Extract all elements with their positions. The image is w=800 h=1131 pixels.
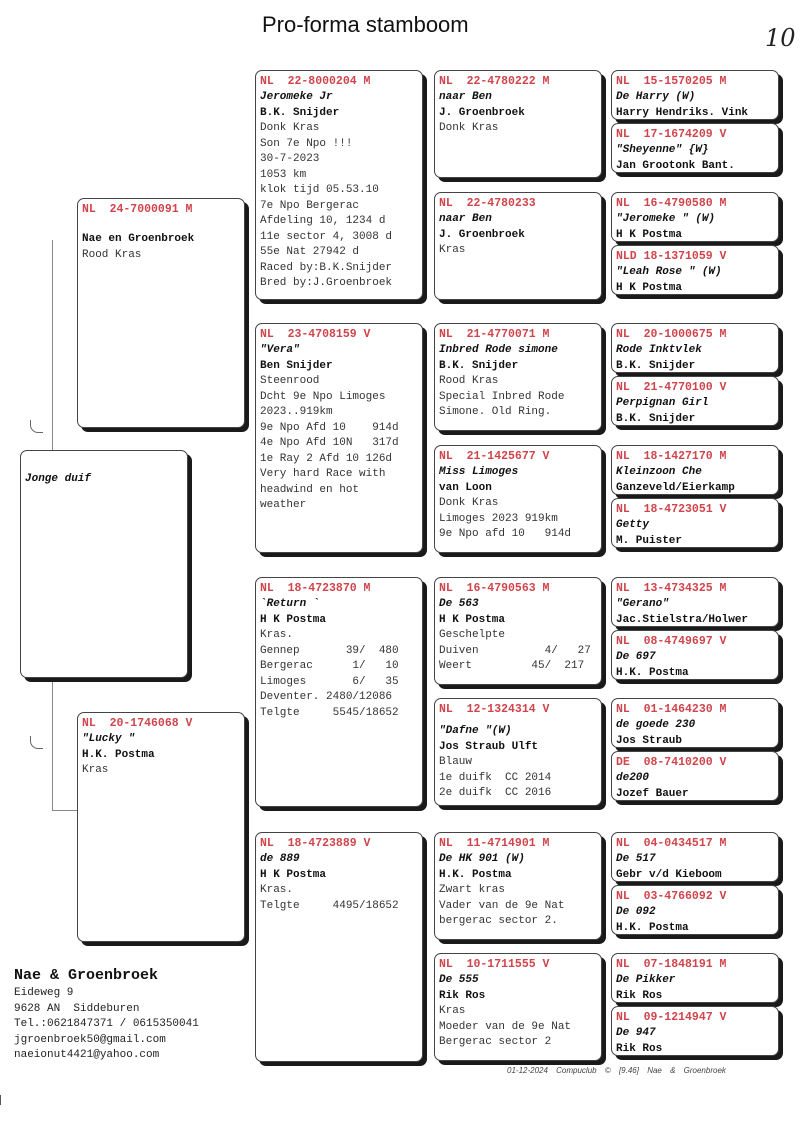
gen3-ring: NL 21-1425677 V xyxy=(439,450,550,463)
gen2-info: 1e Ray 2 Afd 10 126d xyxy=(260,452,393,465)
gen2-name: Jeromeke Jr xyxy=(260,91,333,103)
gen4-card-3[interactable] xyxy=(611,245,779,295)
footer-text: 01-12-2024 Compuclub © [9.46] Nae & Groenbroek xyxy=(507,1066,726,1075)
gen3-name: Inbred Rode simone xyxy=(439,344,558,356)
gen2-info: 1053 km xyxy=(260,168,307,181)
gen2-info: weather xyxy=(260,499,307,511)
father-color: Rood Kras xyxy=(82,248,142,261)
gen4-owner: Harry Hendriks. Vink xyxy=(616,106,749,119)
gen2-info: 9e Npo Afd 10 914d xyxy=(260,421,399,434)
gen3-name: naar Ben xyxy=(439,213,492,225)
gen4-owner: Jan Grootonk Bant. xyxy=(616,159,735,172)
gen3-ring: NL 11-4714901 M xyxy=(439,837,550,850)
gen3-info: 2e duifk CC 2016 xyxy=(439,787,552,799)
gen3-info: Limoges 2023 919km xyxy=(439,512,558,525)
gen4-ring: NL 13-4734325 M xyxy=(616,582,727,595)
gen4-owner: H K Postma xyxy=(616,228,683,241)
gen2-owner: H K Postma xyxy=(260,868,327,881)
father-card[interactable] xyxy=(77,198,245,428)
breeder-info xyxy=(14,966,199,1064)
gen4-owner: Gebr v/d Kieboom xyxy=(616,868,722,881)
gen3-info: Geschelpte xyxy=(439,629,506,641)
gen3-name: "Dafne "(W) xyxy=(439,725,512,737)
mother-owner: H.K. Postma xyxy=(82,748,155,761)
gen4-ring: NL 09-1214947 V xyxy=(616,1011,727,1024)
gen3-ring: NL 22-4780233 xyxy=(439,197,536,210)
gen4-owner: H.K. Postma xyxy=(616,921,689,934)
gen4-name: De 092 xyxy=(616,906,656,918)
gen4-card-9[interactable] xyxy=(611,630,779,680)
gen2-info: 55e Nat 27942 d xyxy=(260,246,360,258)
gen4-name: De Harry (W) xyxy=(616,91,696,103)
father-ring: NL 24-7000091 M xyxy=(82,203,193,216)
gen2-card-0[interactable] xyxy=(255,70,423,300)
gen3-info: Donk Kras xyxy=(439,497,499,509)
gen3-name: Miss Limoges xyxy=(439,466,519,478)
gen2-card-1[interactable] xyxy=(255,323,423,553)
gen4-ring: NL 15-1570205 M xyxy=(616,75,727,88)
gen3-name: De 563 xyxy=(439,598,479,610)
gen2-info: Bred by:J.Groenbroek xyxy=(260,277,393,289)
breeder-phone: Tel.:0621847371 / 0615350041 xyxy=(14,1018,199,1030)
gen4-ring: NL 18-1427170 M xyxy=(616,450,727,463)
gen4-owner: M. Puister xyxy=(616,534,683,547)
gen2-name: "Vera" xyxy=(260,344,300,356)
gen3-ring: NL 22-4780222 M xyxy=(439,75,550,88)
gen2-card-2[interactable] xyxy=(255,577,423,807)
gen4-card-11[interactable] xyxy=(611,751,779,801)
gen4-ring: NLD 18-1371059 V xyxy=(616,250,727,263)
gen4-name: De 697 xyxy=(616,651,656,663)
gen4-card-8[interactable] xyxy=(611,577,779,627)
gen2-info: 2023..919km xyxy=(260,406,333,418)
gen4-ring: NL 16-4790580 M xyxy=(616,197,727,210)
gen3-card-0[interactable] xyxy=(434,70,602,178)
gen4-ring: NL 08-4749697 V xyxy=(616,635,727,648)
gen3-card-4[interactable] xyxy=(434,577,602,685)
gen4-name: De 947 xyxy=(616,1027,656,1039)
gen3-card-7[interactable] xyxy=(434,953,602,1061)
gen4-card-2[interactable] xyxy=(611,192,779,242)
gen3-info: Simone. Old Ring. xyxy=(439,406,552,418)
gen3-owner: J. Groenbroek xyxy=(439,228,525,241)
page-title: Pro-forma stamboom xyxy=(262,12,469,37)
gen3-owner: Rik Ros xyxy=(439,989,486,1002)
breeder-email[interactable]: naeionut4421@yahoo.com xyxy=(14,1049,160,1061)
gen2-ring: NL 23-4708159 V xyxy=(260,328,371,341)
gen3-ring: NL 16-4790563 M xyxy=(439,582,550,595)
gen4-card-15[interactable] xyxy=(611,1006,779,1056)
gen4-ring: DE 08-7410200 V xyxy=(616,756,727,769)
mother-name: "Lucky " xyxy=(82,733,135,745)
gen4-ring: NL 17-1674209 V xyxy=(616,128,727,141)
gen3-info: Donk Kras xyxy=(439,122,499,134)
gen2-info: Limoges 6/ 35 xyxy=(260,675,399,688)
gen2-info: Son 7e Npo !!! xyxy=(260,137,353,150)
gen3-info: Kras xyxy=(439,1005,466,1017)
gen4-card-12[interactable] xyxy=(611,832,779,882)
gen2-info: 30-7-2023 xyxy=(260,153,320,165)
gen4-owner: B.K. Snijder xyxy=(616,359,696,372)
gen2-info: 7e Npo Bergerac xyxy=(260,199,360,212)
gen4-owner: Rik Ros xyxy=(616,989,663,1002)
gen4-ring: NL 03-4766092 V xyxy=(616,890,727,903)
mother-color: Kras xyxy=(82,764,109,776)
gen4-card-10[interactable] xyxy=(611,698,779,748)
gen4-card-13[interactable] xyxy=(611,885,779,935)
connector-line xyxy=(52,810,78,811)
gen4-name: Kleinzoon Che xyxy=(616,466,702,478)
connector-bracket xyxy=(30,736,43,749)
gen3-owner: van Loon xyxy=(439,481,492,494)
gen4-ring: NL 18-4723051 V xyxy=(616,503,727,516)
gen3-info: Weert 45/ 217 xyxy=(439,660,585,672)
gen2-info: 4e Npo Afd 10N 317d xyxy=(260,437,399,449)
gen4-card-1[interactable] xyxy=(611,123,779,173)
gen2-info: Steenrood xyxy=(260,375,320,387)
gen2-info: Bergerac 1/ 10 xyxy=(260,660,399,672)
gen2-info: Gennep 39/ 480 xyxy=(260,644,399,657)
breeder-email[interactable]: jgroenbroek50@gmail.com xyxy=(14,1033,166,1046)
gen4-name: "Sheyenne" {W} xyxy=(616,144,709,156)
gen2-info: Telgte 4495/18652 xyxy=(260,899,399,912)
gen3-info: Bergerac sector 2 xyxy=(439,1036,552,1048)
gen2-info: klok tijd 05.53.10 xyxy=(260,184,379,196)
gen3-ring: NL 12-1324314 V xyxy=(439,703,550,716)
gen4-card-7[interactable] xyxy=(611,498,779,548)
gen4-card-4[interactable] xyxy=(611,323,779,373)
gen4-owner: Ganzeveld/Eierkamp xyxy=(616,481,735,494)
gen4-ring: NL 20-1000675 M xyxy=(616,328,727,341)
gen3-card-3[interactable] xyxy=(434,445,602,553)
gen4-ring: NL 21-4770100 V xyxy=(616,381,727,394)
margin-mark xyxy=(0,1095,2,1105)
gen4-ring: NL 04-0434517 M xyxy=(616,837,727,850)
gen2-info: 11e sector 4, 3008 d xyxy=(260,230,393,243)
gen3-card-6[interactable] xyxy=(434,832,602,940)
gen2-ring: NL 22-8000204 M xyxy=(260,75,371,88)
breeder-address: Eideweg 9 xyxy=(14,987,74,999)
gen4-name: de200 xyxy=(616,772,650,784)
gen3-owner: H.K. Postma xyxy=(439,868,512,881)
gen4-name: De Pikker xyxy=(616,974,676,986)
gen3-owner: Jos Straub Ulft xyxy=(439,740,539,753)
mother-card[interactable] xyxy=(77,712,245,942)
gen4-name: "Jeromeke " (W) xyxy=(616,213,716,225)
gen2-name: de 889 xyxy=(260,853,300,865)
gen4-owner: H.K. Postma xyxy=(616,666,689,679)
gen3-info: Duiven 4/ 27 xyxy=(439,644,591,657)
gen3-info: Special Inbred Rode xyxy=(439,390,565,403)
gen4-owner: H K Postma xyxy=(616,281,683,294)
breeder-city: 9628 AN Siddeburen xyxy=(14,1002,140,1015)
gen3-owner: H K Postma xyxy=(439,613,506,626)
father-name: Nae en Groenbroek xyxy=(82,233,195,245)
page-number: 10 xyxy=(765,24,796,52)
gen2-info: Afdeling 10, 1234 d xyxy=(260,215,386,227)
gen3-ring: NL 21-4770071 M xyxy=(439,328,550,341)
gen3-info: 9e Npo afd 10 914d xyxy=(439,528,572,540)
gen3-ring: NL 10-1711555 V xyxy=(439,958,550,971)
gen2-info: Dcht 9e Npo Limoges xyxy=(260,390,386,403)
gen3-info: Vader van de 9e Nat xyxy=(439,899,565,912)
gen3-owner: J. Groenbroek xyxy=(439,106,525,119)
gen2-ring: NL 18-4723870 M xyxy=(260,582,371,595)
gen3-card-2[interactable] xyxy=(434,323,602,431)
subject-card[interactable] xyxy=(20,450,188,678)
gen3-info: Blauw xyxy=(439,756,473,768)
gen4-ring: NL 07-1848191 M xyxy=(616,958,727,971)
gen3-info: Rood Kras xyxy=(439,375,499,387)
gen4-owner: Rik Ros xyxy=(616,1042,663,1055)
mother-ring: NL 20-1746068 V xyxy=(82,717,193,730)
gen3-card-1[interactable] xyxy=(434,192,602,300)
gen2-info: Kras. xyxy=(260,629,294,641)
gen3-info: Moeder van de 9e Nat xyxy=(439,1020,572,1033)
gen2-info: Donk Kras xyxy=(260,122,320,134)
gen4-owner: Jac.Stielstra/Holwer xyxy=(616,613,749,626)
gen3-info: Zwart kras xyxy=(439,884,506,896)
subject-name: Jonge duif xyxy=(25,473,92,485)
gen2-info: Very hard Race with xyxy=(260,468,386,480)
gen4-name: de goede 230 xyxy=(616,719,696,731)
connector-bracket xyxy=(30,420,43,433)
gen3-info: bergerac sector 2. xyxy=(439,915,558,927)
gen2-info: headwind en hot xyxy=(260,483,360,496)
gen4-name: "Gerano" xyxy=(616,598,669,610)
gen4-name: De 517 xyxy=(616,853,656,865)
gen3-info: Kras xyxy=(439,244,466,256)
gen4-ring: NL 01-1464230 M xyxy=(616,703,727,716)
gen2-ring: NL 18-4723889 V xyxy=(260,837,371,850)
gen3-name: De HK 901 (W) xyxy=(439,853,525,865)
gen4-name: Perpignan Girl xyxy=(616,397,709,409)
gen2-info: Telgte 5545/18652 xyxy=(260,706,399,719)
gen4-card-0[interactable] xyxy=(611,70,779,120)
gen4-card-5[interactable] xyxy=(611,376,779,426)
gen4-owner: B.K. Snijder xyxy=(616,412,696,425)
gen2-owner: Ben Snijder xyxy=(260,359,333,372)
gen2-info: Deventer. 2480/12086 xyxy=(260,691,393,703)
gen4-owner: Jozef Bauer xyxy=(616,787,689,800)
breeder-name: Nae & Groenbroek xyxy=(14,967,159,984)
gen3-name: naar Ben xyxy=(439,91,492,103)
gen3-card-5[interactable] xyxy=(434,698,602,806)
gen3-name: De 555 xyxy=(439,974,479,986)
gen2-card-3[interactable] xyxy=(255,832,423,1062)
gen2-owner: H K Postma xyxy=(260,613,327,626)
gen3-owner: B.K. Snijder xyxy=(439,359,519,372)
gen2-info: Raced by:B.K.Snijder xyxy=(260,261,393,274)
gen2-name: `Return ` xyxy=(260,598,320,610)
gen4-name: "Leah Rose " (W) xyxy=(616,266,722,278)
gen4-name: Getty xyxy=(616,519,650,531)
gen4-owner: Jos Straub xyxy=(616,734,683,747)
gen2-info: Kras. xyxy=(260,884,294,896)
gen4-name: Rode Inktvlek xyxy=(616,344,702,356)
gen4-card-6[interactable] xyxy=(611,445,779,495)
gen3-info: 1e duifk CC 2014 xyxy=(439,771,552,784)
gen2-owner: B.K. Snijder xyxy=(260,106,340,119)
gen4-card-14[interactable] xyxy=(611,953,779,1003)
